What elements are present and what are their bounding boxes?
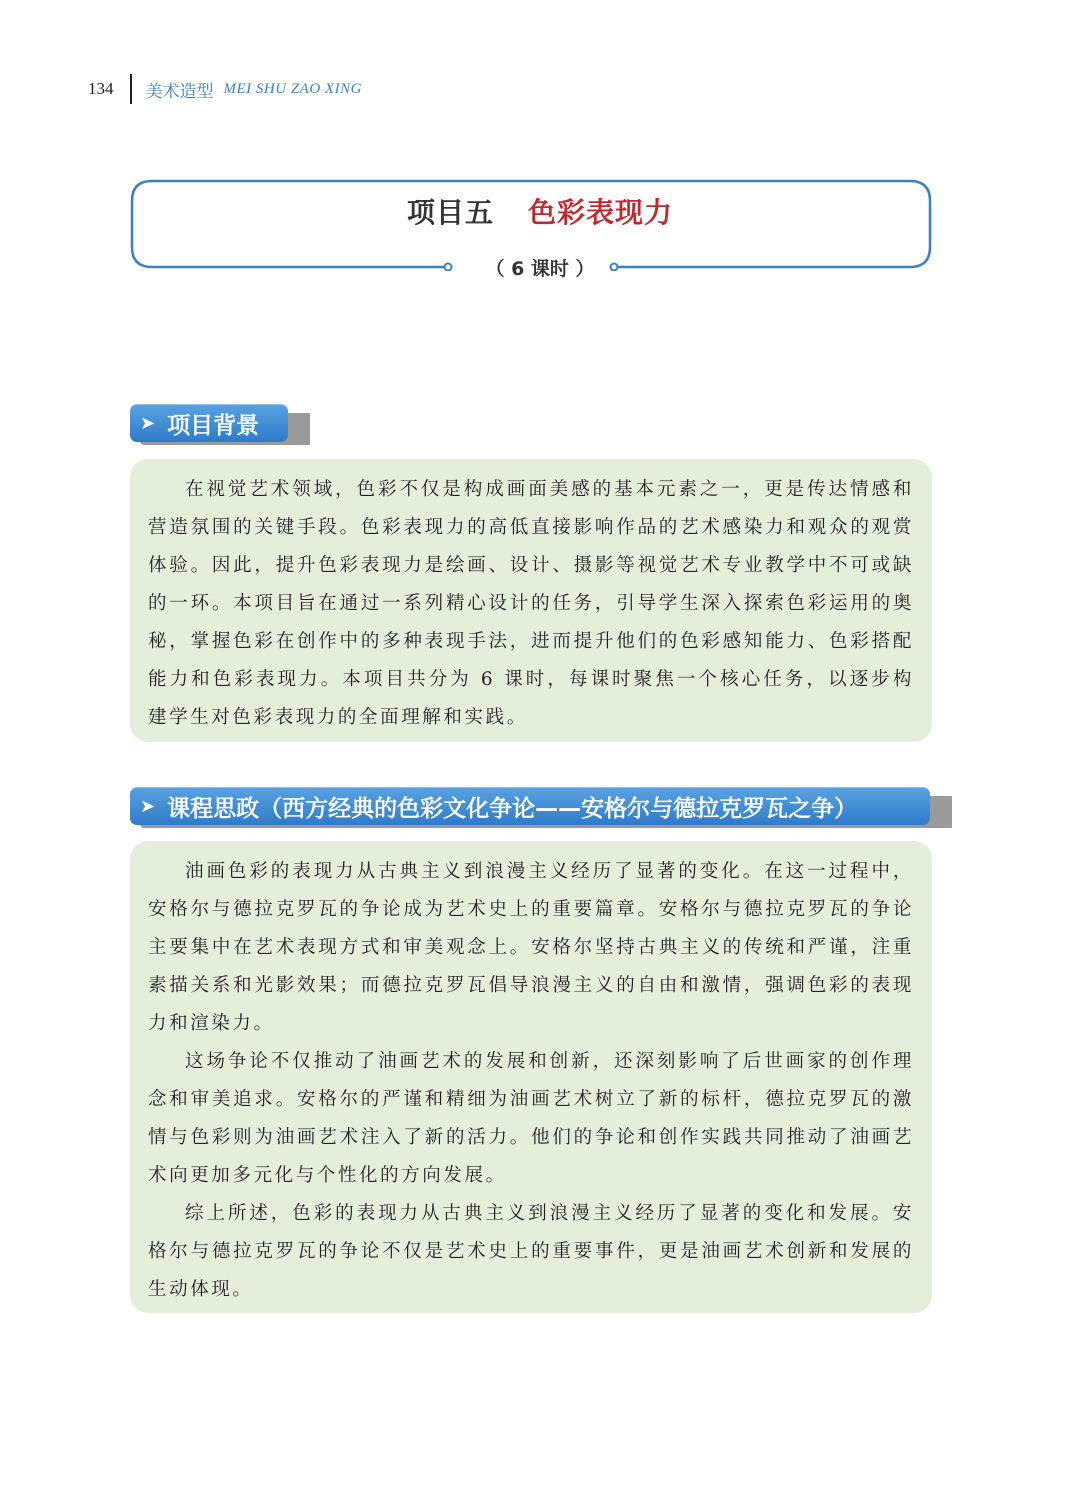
ideology-text-box <box>130 841 932 1313</box>
running-head <box>88 74 362 104</box>
title-prefix: 项目五 <box>406 196 494 229</box>
header-divider <box>130 74 132 104</box>
chevron-right-icon: ➤ <box>140 795 156 817</box>
heading-tab <box>130 404 288 442</box>
title-main: 色彩表现力 <box>528 196 674 229</box>
paragraph: 这场争论不仅推动了油画艺术的发展和创新，还深刻影响了后世画家的创作理念和审美追求。安格尔的严谨和精细为油画艺术树立了新的标杆，德拉克罗瓦的激情与色彩则为油画艺术注入了新的活力。他们的争论和创作实践共同推动了油画艺术向更加多元化与个性化的方向发展。 <box>148 1051 914 1186</box>
book-title-en: MEI SHU ZAO XING <box>223 80 362 97</box>
section-heading-background <box>130 404 310 446</box>
paragraph: 综上所述，色彩的表现力从古典主义到浪漫主义经历了显著的变化和发展。安格尔与德拉克罗瓦的争论不仅是艺术史上的重要事件，更是油画艺术创新和发展的生动体现。 <box>148 1203 914 1300</box>
paragraph: 油画色彩的表现力从古典主义到浪漫主义经历了显著的变化。在这一过程中，安格尔与德拉克罗瓦的争论成为艺术史上的重要篇章。安格尔与德拉克罗瓦的争论主要集中在艺术表现方式和审美观念上。安格尔坚持古典主义的传统和严谨，注重素描关系和光影效果；而德拉克罗瓦倡导浪漫主义的自由和激情，强调色彩的表现力和渲染力。 <box>148 861 914 1034</box>
section-heading-ideology <box>130 787 952 829</box>
book-title-cn: 美术造型 <box>145 81 214 102</box>
page-title <box>0 191 1080 231</box>
chevron-right-icon: ➤ <box>140 412 156 434</box>
paragraph: 在视觉艺术领域，色彩不仅是构成画面美感的基本元素之一，更是传达情感和营造氛围的关键手段。色彩表现力的高低直接影响作品的艺术感染力和观众的观赏体验。因此，提升色彩表现力是绘画、设计、摄影等视觉艺术专业教学中不可或缺的一环。本项目旨在通过一系列精心设计的任务，引导学生深入探索色彩运用的奥秘，掌握色彩在创作中的多种表现手法，进而提升他们的色彩感知能力、色彩搭配能力和色彩表现力。本项目共分为 6 课时，每课时聚焦一个核心任务，以逐步构建学生对色彩表现力的全面理解和实践。 <box>148 479 914 728</box>
heading-tab <box>130 787 930 825</box>
section-heading-text: 项目背景 <box>167 412 260 439</box>
section-heading-text: 课程思政（西方经典的色彩文化争论——安格尔与德拉克罗瓦之争） <box>167 795 858 822</box>
page-subtitle: （ 6 课时 ） <box>485 258 595 280</box>
background-text-box <box>130 459 932 742</box>
page-number: 134 <box>88 79 114 98</box>
